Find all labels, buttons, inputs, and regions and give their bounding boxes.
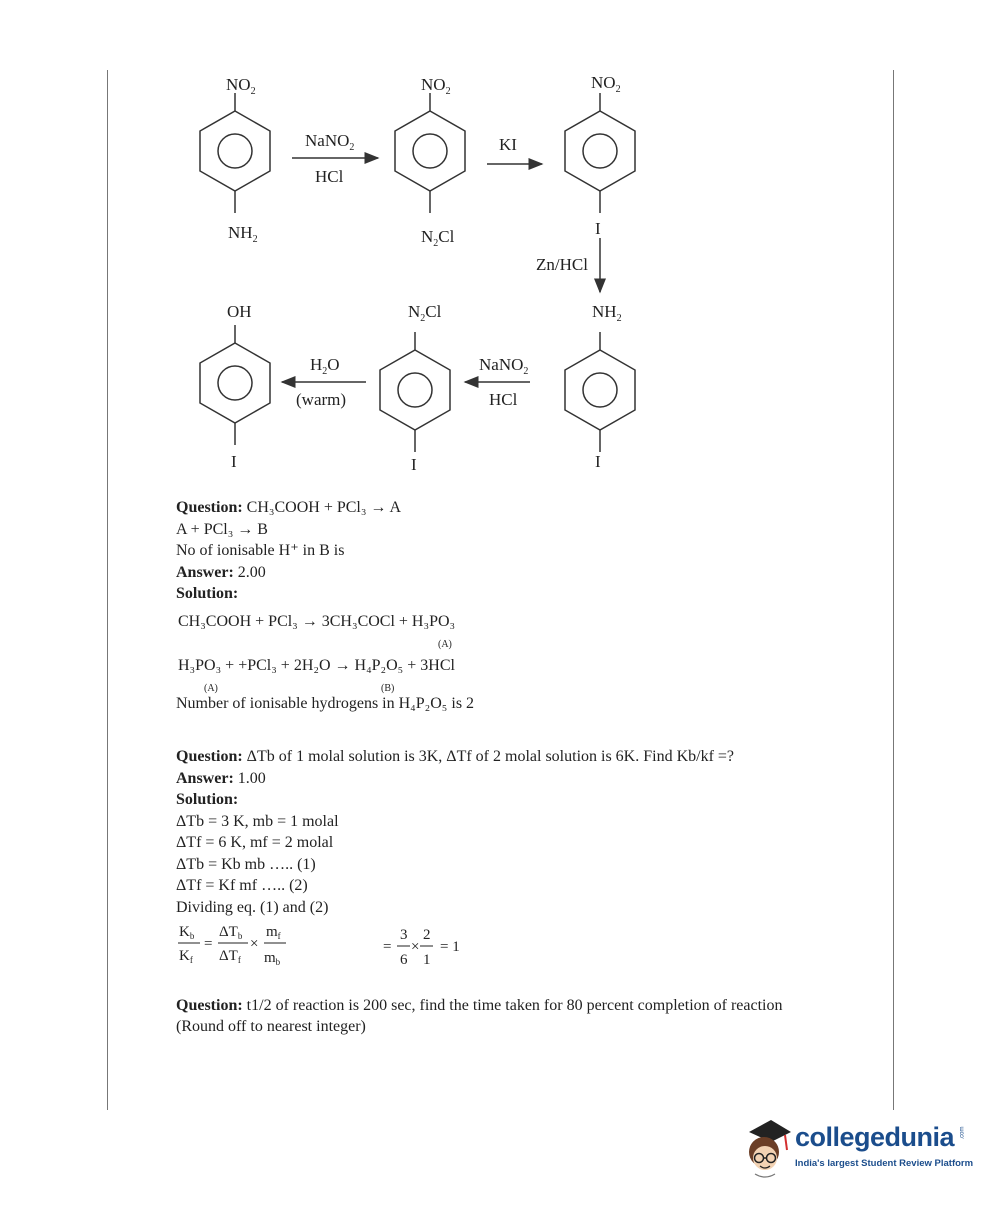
q2-answer: Answer: 1.00 bbox=[176, 769, 266, 787]
arrow4-bottom: HCl bbox=[489, 390, 518, 409]
q2-line-2: ΔTf = 6 K, mf = 2 molal bbox=[176, 834, 334, 851]
r5-bottom: I bbox=[411, 455, 417, 474]
q1-line3: No of ionisable H⁺ in B is bbox=[176, 542, 345, 559]
arrow2-top: KI bbox=[499, 135, 517, 154]
svg-text:6: 6 bbox=[400, 952, 408, 968]
fraction-equation-2 bbox=[380, 922, 580, 970]
q2-line-3: ΔTb = Kb mb ….. (1) bbox=[176, 855, 316, 873]
q2-line-1: ΔTb = 3 K, mb = 1 molal bbox=[176, 812, 339, 830]
arrow3-bottom: (warm) bbox=[296, 390, 347, 409]
benzene-ring-6 bbox=[565, 332, 635, 452]
svg-text:NH2: $NH_2$ bbox=[228, 223, 258, 245]
q2-line-5: Dividing eq. (1) and (2) bbox=[176, 898, 329, 916]
svg-text:ΔTf: $\Delta T_f$ bbox=[219, 948, 241, 965]
left-margin-line bbox=[107, 70, 108, 1110]
right-margin-line bbox=[893, 70, 894, 1110]
r1-bottom: NH bbox=[228, 223, 253, 242]
r6-top: NH bbox=[592, 302, 617, 321]
r1-top: NO bbox=[226, 75, 251, 94]
arrow1-bottom: HCl bbox=[315, 167, 344, 186]
svg-text:=: = bbox=[383, 939, 392, 955]
arrow1-top: NaNO bbox=[305, 131, 350, 150]
collegedunia-logo[interactable]: collegedunia .com India's largest Student Review Platform bbox=[735, 1110, 965, 1185]
r2-top: NO bbox=[421, 75, 446, 94]
svg-text:NaNO2: NaNO$_2$ bbox=[305, 131, 355, 153]
benzene-ring-4 bbox=[200, 325, 270, 445]
svg-text:2: 2 bbox=[423, 927, 431, 943]
svg-text:ΔTb: $\Delta T_b$ bbox=[219, 924, 243, 941]
arrow3-top: H bbox=[310, 355, 323, 374]
q1-equation-2: H₃PO₃ + +PCl₃ + 2H₂O → H₄P₂O₅ + 3HCl (A) (B) bbox=[178, 656, 455, 694]
q2-question: Question: ΔTb of 1 molal solution is 3K, ΔTf of 2 molal solution is 6K. Find Kb/kf =? bbox=[176, 748, 735, 765]
svg-text:×: × bbox=[250, 936, 259, 952]
q2-line-4: ΔTf = Kf mf ….. (2) bbox=[176, 877, 308, 894]
svg-text:N2Cl: $N_2Cl$ bbox=[421, 227, 455, 249]
r6-bottom: I bbox=[595, 452, 601, 471]
benzene-ring-1 bbox=[200, 93, 270, 213]
svg-text:H2O: $H_2O$ bbox=[310, 355, 340, 377]
qa-content bbox=[176, 497, 876, 1038]
svg-text:×: × bbox=[411, 939, 420, 955]
down-arrow-label: Zn/HCl bbox=[536, 255, 588, 274]
svg-text:3: 3 bbox=[400, 927, 408, 943]
r5-top: N bbox=[408, 302, 421, 321]
svg-text:NH2: $NH_2$ bbox=[592, 302, 622, 324]
r4-top: OH bbox=[227, 302, 252, 321]
fraction-equation-1 bbox=[176, 918, 376, 970]
q1-solution-label: Solution: bbox=[176, 585, 239, 602]
r4-bottom: I bbox=[231, 452, 237, 471]
svg-text:=: = bbox=[204, 936, 213, 952]
q2-solution-label: Solution: bbox=[176, 791, 239, 808]
q1-question: Question: CH₃COOH + PCl₃ → A bbox=[176, 499, 402, 516]
svg-text:mf: $m_f$ bbox=[266, 924, 281, 941]
svg-text:Kf: $K_f$ bbox=[179, 948, 193, 965]
svg-text:NO2: $NO_2$ bbox=[591, 73, 621, 95]
q3-line2: (Round off to nearest integer) bbox=[176, 1018, 366, 1035]
benzene-ring-5 bbox=[380, 332, 450, 452]
r3-bottom: I bbox=[595, 219, 601, 238]
reaction-scheme bbox=[150, 60, 850, 500]
svg-text:NO2: $NO_2$ bbox=[421, 75, 451, 97]
benzene-ring-3 bbox=[565, 93, 635, 213]
q1-conclusion: Number of ionisable hydrogens in H₄P₂O₅ is 2 bbox=[176, 694, 475, 712]
svg-text:mb: $m_b$ bbox=[264, 950, 281, 967]
arrow4-top: NaNO bbox=[479, 355, 524, 374]
q1-line2: A + PCl₃ → B bbox=[176, 520, 268, 538]
benzene-ring-2 bbox=[395, 93, 465, 213]
mascot-icon bbox=[735, 1110, 793, 1182]
svg-text:Kb: $K_b$ bbox=[179, 924, 195, 941]
svg-text:NaNO2: NaNO$_2$ bbox=[479, 355, 529, 377]
q1-equation-1: CH₃COOH + PCl₃ → 3CH₃COCl + H₃PO₃ (A) bbox=[178, 612, 456, 650]
q3-question: Question: t1/2 of reaction is 200 sec, find the time taken for 80 percent completion of reaction bbox=[176, 996, 783, 1014]
svg-text:N2Cl: $N_2Cl$ bbox=[408, 302, 442, 324]
svg-text:= 1: = 1 bbox=[440, 939, 460, 955]
r3-top: NO bbox=[591, 73, 616, 92]
r2-bottom: N bbox=[421, 227, 434, 246]
q1-answer: Answer: 2.00 bbox=[176, 563, 266, 581]
svg-text:NO2: $NO_2$ bbox=[226, 75, 256, 97]
svg-text:1: 1 bbox=[423, 952, 431, 968]
